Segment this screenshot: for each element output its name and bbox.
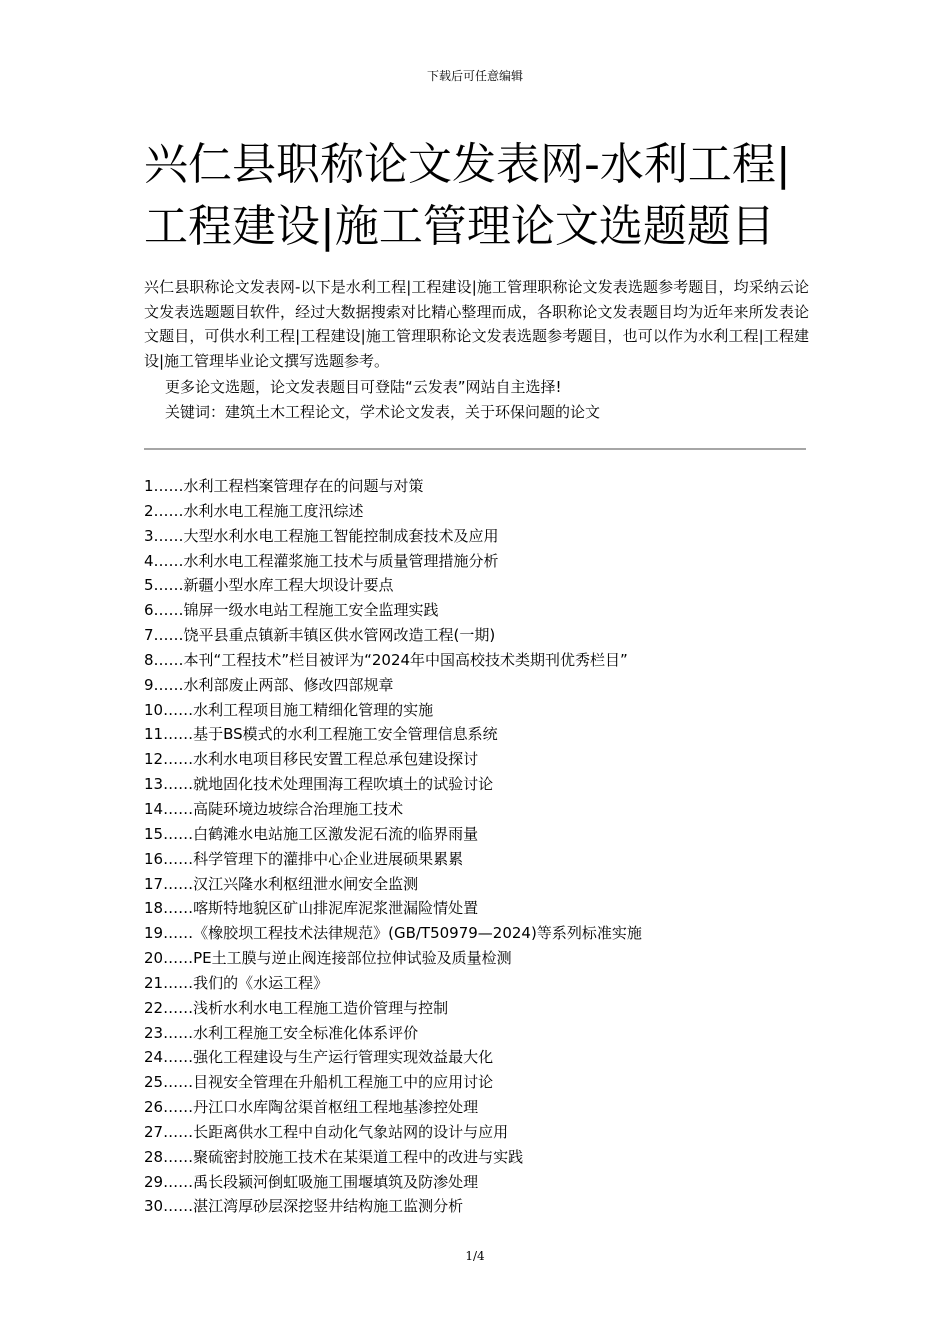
- document-title: 兴仁县职称论文发表网-水利工程|工程建设|施工管理论文选题题目: [144, 139, 791, 252]
- topic-item: 9……水利部废止两部、修改四部规章: [144, 675, 394, 694]
- topic-item: 28……聚硫密封胶施工技术在某渠道工程中的改进与实践: [144, 1147, 524, 1166]
- topic-item: 30……湛江湾厚砂层深挖竖井结构施工监测分析: [144, 1197, 464, 1216]
- keywords-line: 关键词：建筑土木工程论文，学术论文发表，关于环保问题的论文: [165, 403, 601, 421]
- topic-item: 17……汉江兴隆水利枢纽泄水闸安全监测: [144, 874, 419, 893]
- intro-paragraph: 兴仁县职称论文发表网-以下是水利工程|工程建设|施工管理职称论文发表选题参考题目，均采纳云论文发表选题题目软件，经过大数据搜索对比精心整理而成，各职称论文发表题目均为近年来所发表论文题目，可供水利工程|工程建设|施工管理职称论文发表选题参考题目，也可以作为水利工程|工程建设|施工管理毕业论文撰写选题参考。: [144, 278, 809, 370]
- topic-list: [144, 474, 806, 1219]
- topic-item: 5……新疆小型水库工程大坝设计要点: [144, 576, 394, 595]
- topic-item: 14……高陡环境边坡综合治理施工技术: [144, 799, 404, 818]
- topic-item: 27……长距离供水工程中自动化气象站网的设计与应用: [144, 1122, 509, 1141]
- topic-item: 16……科学管理下的灌排中心企业进展硕果累累: [144, 849, 464, 868]
- topic-item: 8……本刊“工程技术”栏目被评为“2024年中国高校技术类期刊优秀栏目”: [144, 650, 628, 669]
- topic-item: 13……就地固化技术处理围海工程吹填土的试验讨论: [144, 775, 494, 794]
- topic-item: 2……水利水电工程施工度汛综述: [144, 501, 364, 520]
- more-topics-note: 更多论文选题，论文发表题目可登陆“云发表”网站自主选择!: [165, 378, 562, 396]
- topic-item: 15……白鹤滩水电站施工区激发泥石流的临界雨量: [144, 824, 479, 843]
- topic-item: 24……强化工程建设与生产运行管理实现效益最大化: [144, 1048, 494, 1067]
- page-header-note: 下载后可任意编辑: [426, 69, 523, 83]
- topic-item: 4……水利水电工程灌浆施工技术与质量管理措施分析: [144, 551, 499, 570]
- topic-item: 23……水利工程施工安全标准化体系评价: [144, 1023, 419, 1042]
- topic-item: 21……我们的《水运工程》: [144, 973, 329, 992]
- topic-item: 10……水利工程项目施工精细化管理的实施: [144, 700, 434, 719]
- topic-item: 7……饶平县重点镇新丰镇区供水管网改造工程(一期): [144, 626, 496, 645]
- topic-item: 12……水利水电项目移民安置工程总承包建设探讨: [144, 750, 479, 769]
- topic-item: 22……浅析水利水电工程施工造价管理与控制: [144, 998, 449, 1017]
- topic-item: 3……大型水利水电工程施工智能控制成套技术及应用: [144, 526, 499, 545]
- topic-item: 18……喀斯特地貌区矿山排泥库泥浆泄漏险情处置: [144, 899, 479, 918]
- topic-item: 19……《橡胶坝工程技术法律规范》(GB/T50979—2024)等系列标准实施: [144, 924, 642, 943]
- topic-item: 1……水利工程档案管理存在的问题与对策: [144, 477, 424, 495]
- topic-item: 29……禹长段颍河倒虹吸施工围堰填筑及防渗处理: [144, 1172, 479, 1191]
- section-divider: [144, 448, 806, 450]
- topic-item: 11……基于BS模式的水利工程施工安全管理信息系统: [144, 725, 498, 744]
- page-number: 1/4: [465, 1249, 485, 1263]
- topic-item: 25……目视安全管理在升船机工程施工中的应用讨论: [144, 1073, 494, 1092]
- topic-item: 26……丹江口水库陶岔渠首枢纽工程地基渗控处理: [144, 1098, 479, 1117]
- topic-item: 6……锦屏一级水电站工程施工安全监理实践: [144, 601, 439, 620]
- topic-item: 20……PE土工膜与逆止阀连接部位拉伸试验及质量检测: [144, 949, 512, 968]
